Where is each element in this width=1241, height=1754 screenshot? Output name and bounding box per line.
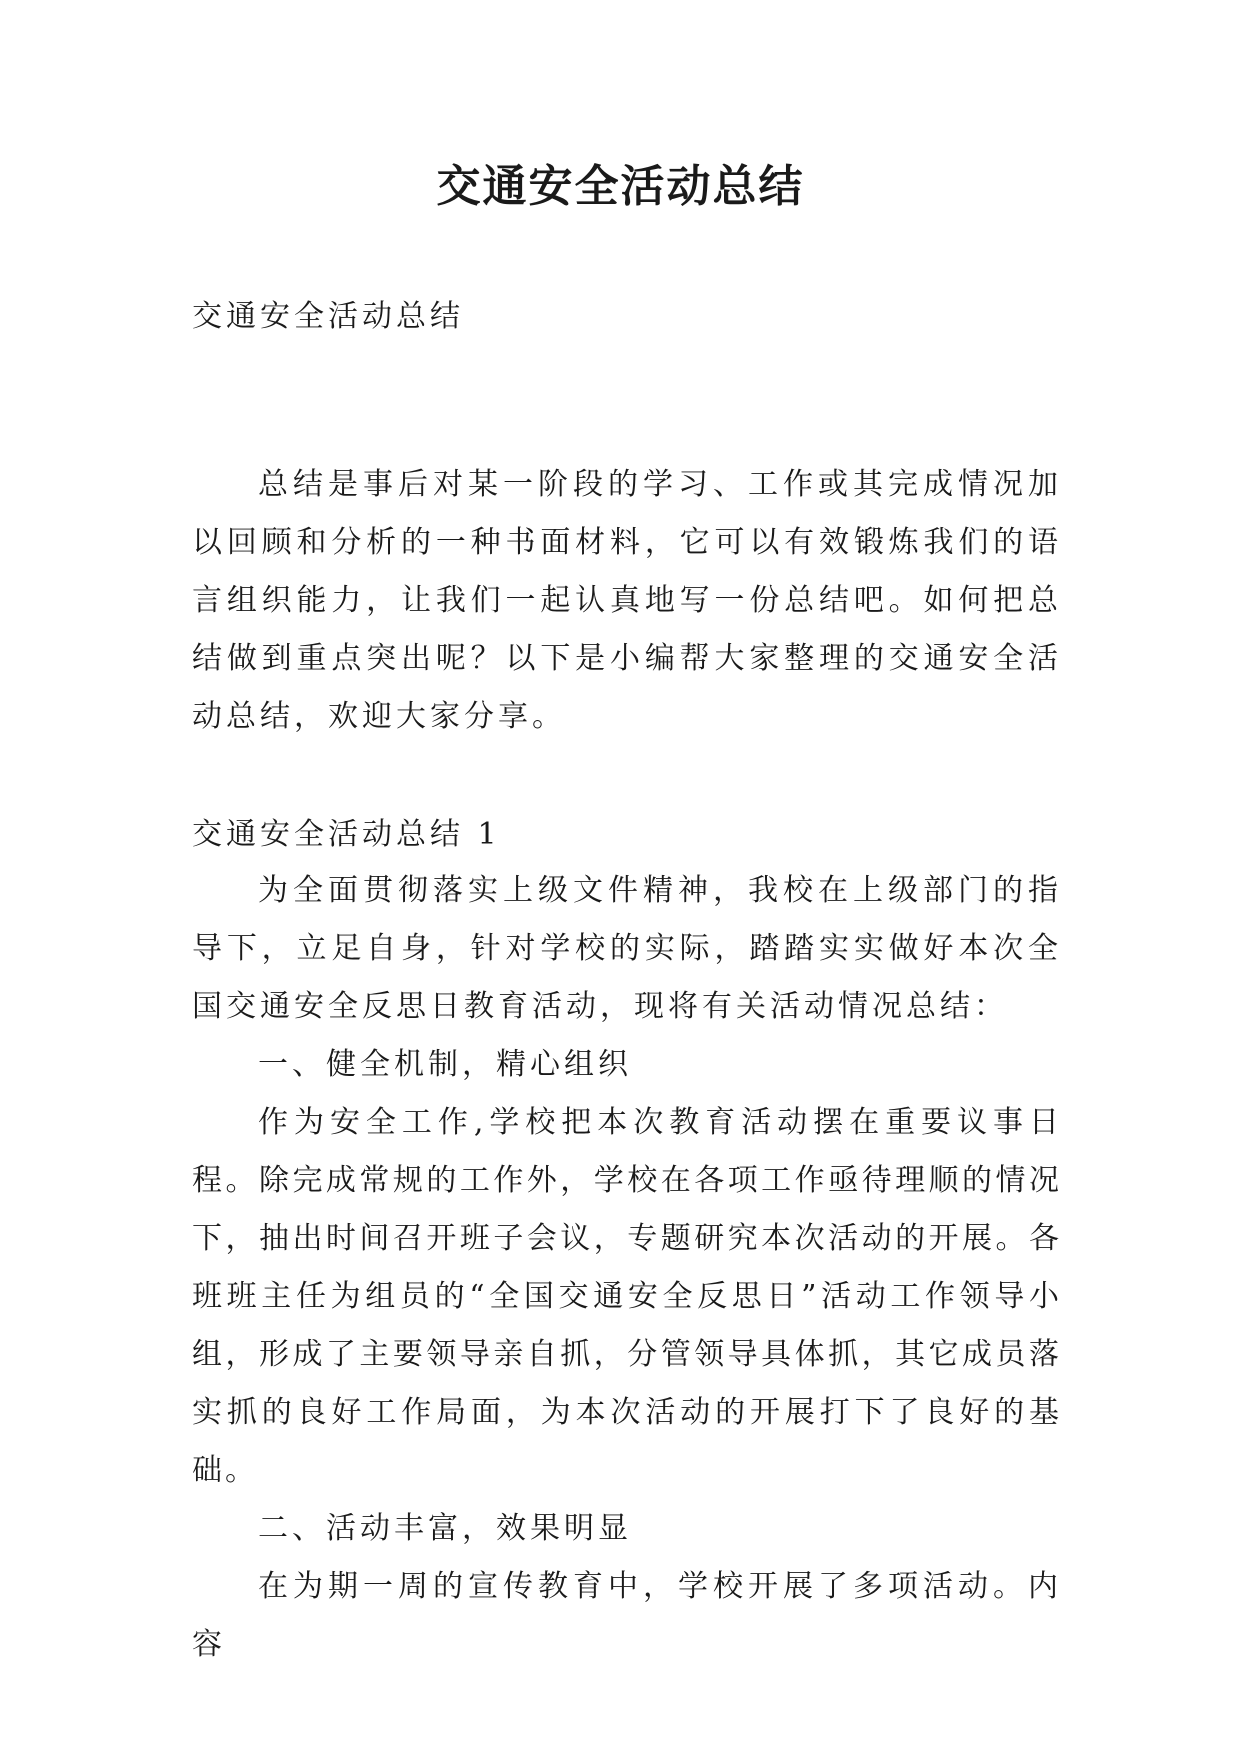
paragraph: 在为期一周的宣传教育中，学校开展了多项活动。内容: [192, 1569, 1062, 1662]
paragraph: 为全面贯彻落实上级文件精神，我校在上级部门的指导下，立足自身，针对学校的实际，踏踏实实做好本次全国交通安全反思日教育活动，现将有关活动情况总结：: [192, 873, 1062, 1024]
document-title: 交通安全活动总结: [436, 161, 805, 212]
subheading: 二、活动丰富，效果明显: [258, 1511, 632, 1546]
section-content: [192, 862, 1062, 1674]
paragraph: 作为安全工作,学校把本次教育活动摆在重要议事日程。除完成常规的工作外，学校在各项工作亟待理顺的情况下，抽出时间召开班子会议，专题研究本次活动的开展。各班班主任为组员的“全国交通安全反思日”活动工作领导小组，形成了主要领导亲自抓，分管领导具体抓，其它成员落实抓的良好工作局面，为本次活动的开展打下了良好的基础。: [192, 1105, 1062, 1488]
section-heading: 交通安全活动总结 1: [192, 817, 501, 852]
document-subtitle: 交通安全活动总结: [192, 299, 464, 334]
intro-paragraph: 总结是事后对某一阶段的学习、工作或其完成情况加以回顾和分析的一种书面材料，它可以有效锻炼我们的语言组织能力，让我们一起认真地写一份总结吧。如何把总结做到重点突出呢？以下是小编帮大家整理的交通安全活动总结，欢迎大家分享。: [192, 467, 1062, 734]
subheading: 一、健全机制，精心组织: [258, 1047, 632, 1082]
